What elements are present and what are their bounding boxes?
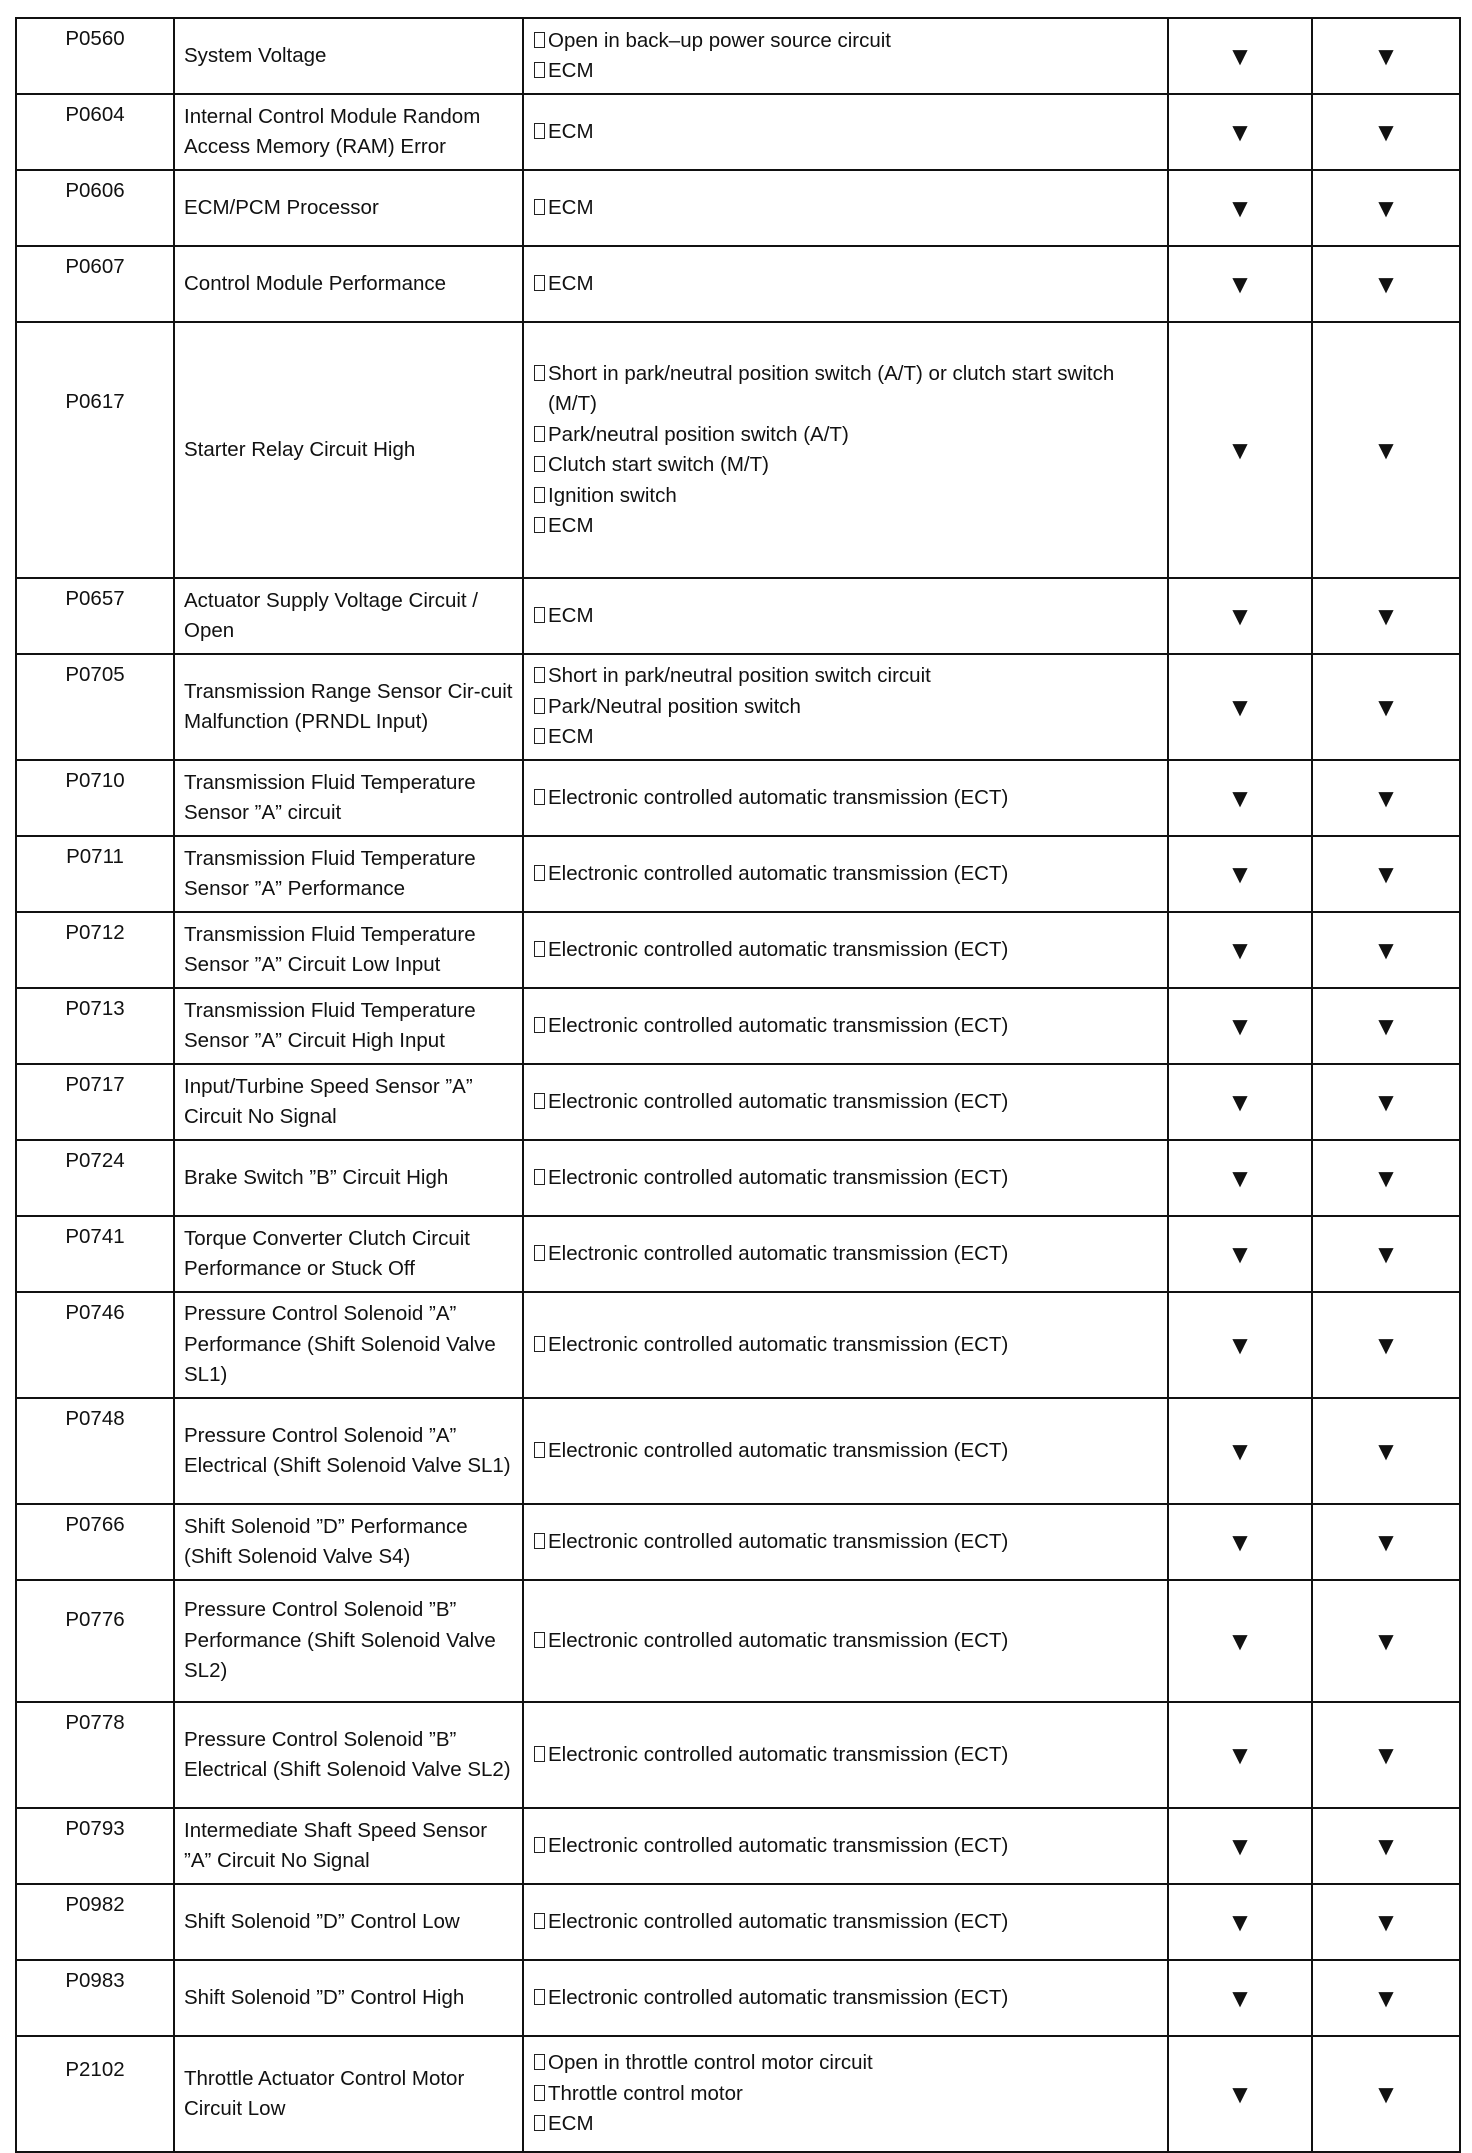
- table-row: [16, 170, 1460, 246]
- memory-marker: ▼: [1312, 912, 1460, 988]
- checkbox-icon: [534, 426, 545, 442]
- mil-marker: ▼: [1168, 836, 1312, 912]
- mil-marker: ▼: [1168, 1398, 1312, 1504]
- memory-marker: ▼: [1312, 2036, 1460, 2152]
- memory-marker: ▼: [1312, 1140, 1460, 1216]
- trouble-area-item: Short in park/neutral position switch (A/T) or clutch start switch (M/T): [534, 359, 1157, 420]
- detection-item: Torque Converter Clutch Circuit Performance or Stuck Off: [174, 1216, 523, 1292]
- detection-item: Transmission Fluid Temperature Sensor ”A” Performance: [174, 836, 523, 912]
- memory-marker: ▼: [1312, 94, 1460, 170]
- trouble-area-item: ECM: [534, 2109, 1157, 2140]
- trouble-area: [523, 912, 1168, 988]
- trouble-area-item: Clutch start switch (M/T): [534, 450, 1157, 481]
- trouble-area-item: ECM: [534, 193, 1157, 224]
- detection-item: Transmission Fluid Temperature Sensor ”A” circuit: [174, 760, 523, 836]
- mil-marker: ▼: [1168, 988, 1312, 1064]
- table-row: [16, 1884, 1460, 1960]
- checkbox-icon: [534, 1336, 545, 1352]
- table-row: [16, 1398, 1460, 1504]
- table-row: [16, 1960, 1460, 2036]
- checkbox-icon: [534, 365, 545, 381]
- trouble-area-item: ECM: [534, 117, 1157, 148]
- dtc-code: P0604: [16, 94, 174, 170]
- checkbox-icon: [534, 487, 545, 503]
- memory-marker: ▼: [1312, 246, 1460, 322]
- mil-marker: ▼: [1168, 18, 1312, 94]
- detection-item: Throttle Actuator Control Motor Circuit Low: [174, 2036, 523, 2152]
- memory-marker: ▼: [1312, 654, 1460, 760]
- table-row: [16, 1140, 1460, 1216]
- memory-marker: ▼: [1312, 836, 1460, 912]
- table-row: [16, 246, 1460, 322]
- trouble-area-item: Electronic controlled automatic transmission (ECT): [534, 1527, 1157, 1558]
- trouble-area-item: Electronic controlled automatic transmission (ECT): [534, 1907, 1157, 1938]
- detection-item: Input/Turbine Speed Sensor ”A” Circuit No Signal: [174, 1064, 523, 1140]
- checkbox-icon: [534, 62, 545, 78]
- mil-marker: ▼: [1168, 578, 1312, 654]
- table-row: [16, 1808, 1460, 1884]
- trouble-area: [523, 988, 1168, 1064]
- dtc-code: P0766: [16, 1504, 174, 1580]
- table-row: [16, 1216, 1460, 1292]
- trouble-area: [523, 170, 1168, 246]
- dtc-table: [15, 17, 1461, 2153]
- dtc-code: P0617: [16, 322, 174, 578]
- mil-marker: ▼: [1168, 1292, 1312, 1398]
- trouble-area: [523, 1292, 1168, 1398]
- mil-marker: ▼: [1168, 2036, 1312, 2152]
- checkbox-icon: [534, 456, 545, 472]
- trouble-area-item: Ignition switch: [534, 481, 1157, 512]
- detection-item: Actuator Supply Voltage Circuit / Open: [174, 578, 523, 654]
- trouble-area: [523, 18, 1168, 94]
- memory-marker: ▼: [1312, 18, 1460, 94]
- trouble-area-item: Electronic controlled automatic transmission (ECT): [534, 1163, 1157, 1194]
- dtc-code: P0713: [16, 988, 174, 1064]
- trouble-area: [523, 1140, 1168, 1216]
- mil-marker: ▼: [1168, 1808, 1312, 1884]
- mil-marker: ▼: [1168, 912, 1312, 988]
- memory-marker: ▼: [1312, 1960, 1460, 2036]
- checkbox-icon: [534, 1632, 545, 1648]
- checkbox-icon: [534, 1913, 545, 1929]
- trouble-area: [523, 1960, 1168, 2036]
- memory-marker: ▼: [1312, 1216, 1460, 1292]
- checkbox-icon: [534, 2085, 545, 2101]
- trouble-area-item: Open in back–up power source circuit: [534, 26, 1157, 57]
- dtc-code: P0982: [16, 1884, 174, 1960]
- table-row: [16, 18, 1460, 94]
- detection-item: ECM/PCM Processor: [174, 170, 523, 246]
- trouble-area: [523, 2036, 1168, 2152]
- trouble-area: [523, 760, 1168, 836]
- detection-item: Pressure Control Solenoid ”B” Electrical (Shift Solenoid Valve SL2): [174, 1702, 523, 1808]
- trouble-area: [523, 836, 1168, 912]
- detection-item: Transmission Fluid Temperature Sensor ”A” Circuit High Input: [174, 988, 523, 1064]
- mil-marker: ▼: [1168, 1504, 1312, 1580]
- mil-marker: ▼: [1168, 654, 1312, 760]
- trouble-area-item: ECM: [534, 601, 1157, 632]
- table-row: [16, 912, 1460, 988]
- table-row: [16, 988, 1460, 1064]
- trouble-area-item: Electronic controlled automatic transmission (ECT): [534, 859, 1157, 890]
- checkbox-icon: [534, 2115, 545, 2131]
- trouble-area-item: Electronic controlled automatic transmission (ECT): [534, 1011, 1157, 1042]
- table-row: [16, 94, 1460, 170]
- checkbox-icon: [534, 728, 545, 744]
- checkbox-icon: [534, 1989, 545, 2005]
- mil-marker: ▼: [1168, 246, 1312, 322]
- checkbox-icon: [534, 789, 545, 805]
- table-row: [16, 836, 1460, 912]
- memory-marker: ▼: [1312, 988, 1460, 1064]
- trouble-area: [523, 1808, 1168, 1884]
- memory-marker: ▼: [1312, 760, 1460, 836]
- memory-marker: ▼: [1312, 1292, 1460, 1398]
- trouble-area: [523, 94, 1168, 170]
- memory-marker: ▼: [1312, 1064, 1460, 1140]
- memory-marker: ▼: [1312, 1702, 1460, 1808]
- trouble-area-item: Throttle control motor: [534, 2079, 1157, 2110]
- mil-marker: ▼: [1168, 1216, 1312, 1292]
- checkbox-icon: [534, 941, 545, 957]
- detection-item: Transmission Range Sensor Cir-cuit Malfunction (PRNDL Input): [174, 654, 523, 760]
- trouble-area: [523, 1884, 1168, 1960]
- table-row: [16, 1504, 1460, 1580]
- dtc-code: P0724: [16, 1140, 174, 1216]
- trouble-area-item: Electronic controlled automatic transmission (ECT): [534, 1626, 1157, 1657]
- dtc-code: P0657: [16, 578, 174, 654]
- trouble-area-item: Electronic controlled automatic transmission (ECT): [534, 1087, 1157, 1118]
- trouble-area-item: Electronic controlled automatic transmission (ECT): [534, 1831, 1157, 1862]
- trouble-area-item: Electronic controlled automatic transmission (ECT): [534, 935, 1157, 966]
- mil-marker: ▼: [1168, 1140, 1312, 1216]
- checkbox-icon: [534, 517, 545, 533]
- trouble-area: [523, 654, 1168, 760]
- detection-item: Transmission Fluid Temperature Sensor ”A” Circuit Low Input: [174, 912, 523, 988]
- detection-item: Brake Switch ”B” Circuit High: [174, 1140, 523, 1216]
- mil-marker: ▼: [1168, 1702, 1312, 1808]
- checkbox-icon: [534, 1169, 545, 1185]
- mil-marker: ▼: [1168, 170, 1312, 246]
- checkbox-icon: [534, 1093, 545, 1109]
- trouble-area-item: Electronic controlled automatic transmission (ECT): [534, 783, 1157, 814]
- dtc-code: P0607: [16, 246, 174, 322]
- trouble-area: [523, 1702, 1168, 1808]
- mil-marker: ▼: [1168, 1884, 1312, 1960]
- trouble-area: [523, 1216, 1168, 1292]
- trouble-area: [523, 1064, 1168, 1140]
- detection-item: Starter Relay Circuit High: [174, 322, 523, 578]
- mil-marker: ▼: [1168, 94, 1312, 170]
- detection-item: System Voltage: [174, 18, 523, 94]
- dtc-code: P0776: [16, 1580, 174, 1702]
- table-row: [16, 760, 1460, 836]
- mil-marker: ▼: [1168, 760, 1312, 836]
- checkbox-icon: [534, 607, 545, 623]
- detection-item: Pressure Control Solenoid ”A” Electrical (Shift Solenoid Valve SL1): [174, 1398, 523, 1504]
- checkbox-icon: [534, 1533, 545, 1549]
- table-row: [16, 1580, 1460, 1702]
- trouble-area-item: Park/neutral position switch (A/T): [534, 420, 1157, 451]
- memory-marker: ▼: [1312, 1398, 1460, 1504]
- detection-item: Pressure Control Solenoid ”A” Performance (Shift Solenoid Valve SL1): [174, 1292, 523, 1398]
- dtc-code: P0712: [16, 912, 174, 988]
- trouble-area-item: ECM: [534, 56, 1157, 87]
- mil-marker: ▼: [1168, 1064, 1312, 1140]
- table-row: [16, 1702, 1460, 1808]
- checkbox-icon: [534, 1442, 545, 1458]
- checkbox-icon: [534, 1017, 545, 1033]
- trouble-area: [523, 322, 1168, 578]
- checkbox-icon: [534, 667, 545, 683]
- trouble-area-item: Open in throttle control motor circuit: [534, 2048, 1157, 2079]
- mil-marker: ▼: [1168, 1960, 1312, 2036]
- dtc-code: P0983: [16, 1960, 174, 2036]
- trouble-area-item: Park/Neutral position switch: [534, 692, 1157, 723]
- trouble-area-item: Electronic controlled automatic transmission (ECT): [534, 1983, 1157, 2014]
- dtc-code: P0560: [16, 18, 174, 94]
- trouble-area-item: ECM: [534, 269, 1157, 300]
- dtc-code: P0710: [16, 760, 174, 836]
- checkbox-icon: [534, 2054, 545, 2070]
- trouble-area-item: Electronic controlled automatic transmission (ECT): [534, 1740, 1157, 1771]
- checkbox-icon: [534, 1245, 545, 1261]
- trouble-area-item: ECM: [534, 511, 1157, 542]
- trouble-area: [523, 1398, 1168, 1504]
- checkbox-icon: [534, 32, 545, 48]
- detection-item: Shift Solenoid ”D” Performance (Shift Solenoid Valve S4): [174, 1504, 523, 1580]
- memory-marker: ▼: [1312, 170, 1460, 246]
- memory-marker: ▼: [1312, 1580, 1460, 1702]
- trouble-area: [523, 1580, 1168, 1702]
- table-row: [16, 578, 1460, 654]
- detection-item: Pressure Control Solenoid ”B” Performance (Shift Solenoid Valve SL2): [174, 1580, 523, 1702]
- trouble-area: [523, 1504, 1168, 1580]
- detection-item: Internal Control Module Random Access Memory (RAM) Error: [174, 94, 523, 170]
- dtc-code: P0746: [16, 1292, 174, 1398]
- mil-marker: ▼: [1168, 1580, 1312, 1702]
- trouble-area-item: Electronic controlled automatic transmission (ECT): [534, 1330, 1157, 1361]
- memory-marker: ▼: [1312, 1884, 1460, 1960]
- dtc-code: P0741: [16, 1216, 174, 1292]
- trouble-area: [523, 246, 1168, 322]
- trouble-area-item: Electronic controlled automatic transmission (ECT): [534, 1436, 1157, 1467]
- table-row: [16, 322, 1460, 578]
- checkbox-icon: [534, 275, 545, 291]
- checkbox-icon: [534, 1746, 545, 1762]
- dtc-code: P0705: [16, 654, 174, 760]
- checkbox-icon: [534, 199, 545, 215]
- detection-item: Shift Solenoid ”D” Control Low: [174, 1884, 523, 1960]
- checkbox-icon: [534, 865, 545, 881]
- dtc-code: P0793: [16, 1808, 174, 1884]
- trouble-area-item: Electronic controlled automatic transmission (ECT): [534, 1239, 1157, 1270]
- memory-marker: ▼: [1312, 322, 1460, 578]
- detection-item: Shift Solenoid ”D” Control High: [174, 1960, 523, 2036]
- memory-marker: ▼: [1312, 1504, 1460, 1580]
- table-row: [16, 1292, 1460, 1398]
- dtc-code: P0748: [16, 1398, 174, 1504]
- dtc-code: P0778: [16, 1702, 174, 1808]
- dtc-code: P2102: [16, 2036, 174, 2152]
- mil-marker: ▼: [1168, 322, 1312, 578]
- checkbox-icon: [534, 698, 545, 714]
- checkbox-icon: [534, 1837, 545, 1853]
- trouble-area: [523, 578, 1168, 654]
- checkbox-icon: [534, 123, 545, 139]
- memory-marker: ▼: [1312, 1808, 1460, 1884]
- table-row: [16, 2036, 1460, 2152]
- table-row: [16, 654, 1460, 760]
- dtc-code: P0711: [16, 836, 174, 912]
- dtc-code: P0606: [16, 170, 174, 246]
- table-row: [16, 1064, 1460, 1140]
- trouble-area-item: Short in park/neutral position switch circuit: [534, 661, 1157, 692]
- detection-item: Control Module Performance: [174, 246, 523, 322]
- dtc-code: P0717: [16, 1064, 174, 1140]
- memory-marker: ▼: [1312, 578, 1460, 654]
- trouble-area-item: ECM: [534, 722, 1157, 753]
- detection-item: Intermediate Shaft Speed Sensor ”A” Circuit No Signal: [174, 1808, 523, 1884]
